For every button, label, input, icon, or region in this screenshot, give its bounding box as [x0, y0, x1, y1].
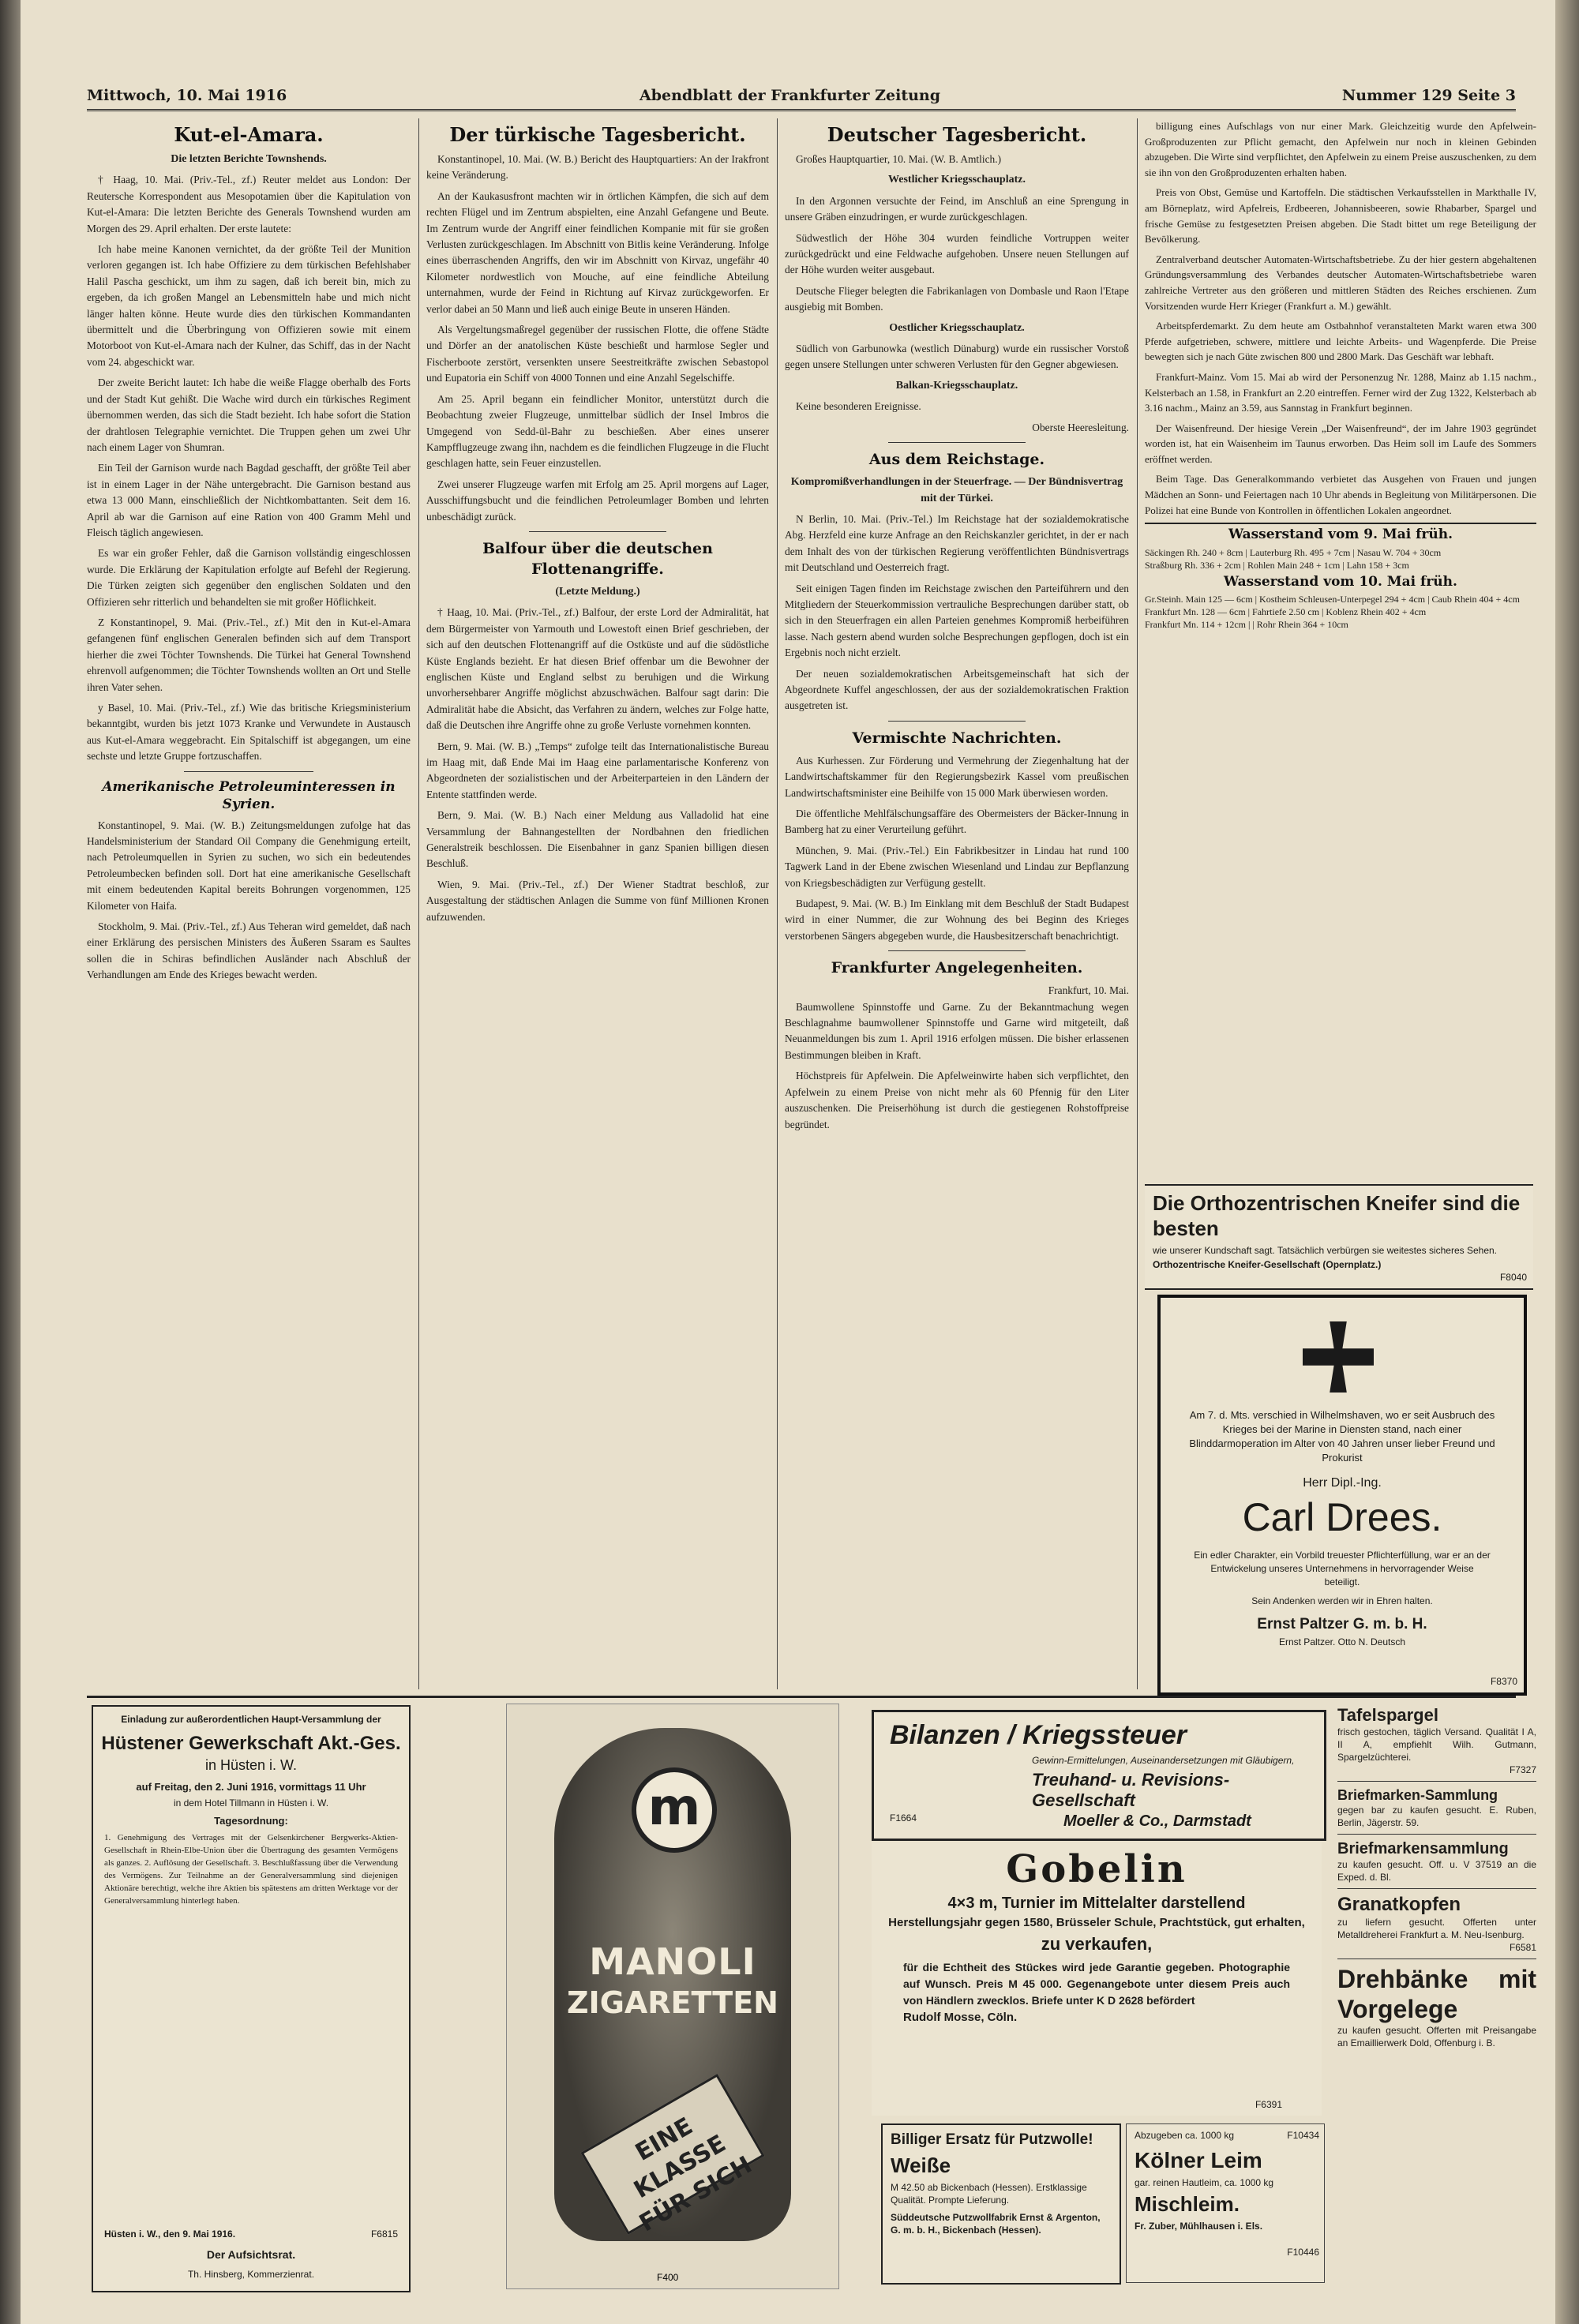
ad-brand: MANOLI: [589, 1940, 756, 1983]
water-level-row: Säckingen Rh. 240 + 8cm | Lauterburg Rh. 495 + 7cm | Nasau W. 704 + 30cm: [1145, 546, 1442, 558]
article-paragraph: Die öffentliche Mehlfälschungsaffäre des Obermeisters der Bäcker-Innung in Bamberg hat zu einer Verurteilung geführt.: [785, 808, 1129, 836]
article-paragraph: Bern, 9. Mai. (W. B.) Nach einer Meldung aus Valladolid hat eine Versammlung der Bahnangestellten der Nordbahnen den friedlichen Generalstreik beschlossen. Die Eisenbahner in ganz Spanien billigen diesen Beschluß.: [426, 809, 769, 870]
notice-text: Ein edler Charakter, ein Vorbild treuester Pflichterfüllung, war er an der Entwickelung unseres Unternehmens in hervorragender Weise beteiligt.: [1194, 1550, 1491, 1587]
article-paragraph: Zentralverband deutscher Automaten-Wirtschaftsbetriebe. Zu der hier gestern abgehaltenen Gründungsversammlung des Verbandes deutscher Automaten-Wirtschaftsbetriebe waren zahlreiche Vertreter aus den größeren und mittleren Städten des Reiches erschienen. Zum Vorsitzenden wurde Herr Krieger (Frankfurt a. M.) gewählt.: [1145, 253, 1536, 312]
article-title: Aus dem Reichstage.: [868, 451, 1045, 469]
divider: [888, 721, 1026, 722]
article-paragraph: Baumwollene Spinnstoffe und Garne. Zu der Bekanntmachung wegen Beschlagnahme baumwollener Spinnstoffe und Garne wird mitgeteilt, daß Neuanmeldungen bis zum 1. April 1916 erfolgen müssen. Die bisher erlassenen Bestimmungen bleiben in Kraft.: [785, 1000, 1129, 1061]
agenda-title: Tagesordnung:: [214, 1815, 288, 1827]
column-rule: [777, 118, 778, 1689]
ad-body: für die Echtheit des Stückes wird jede Garantie gegeben. Photographie auf Wunsch. Preis M 45 000. Gegenangebote unter diesem Preis auch von Händlern zwecklos. Briefe unter K D 2628 befördert: [903, 1961, 1290, 2007]
report-signature: Oberste Heeresleitung.: [1032, 421, 1129, 433]
article-paragraph: Arbeitspferdemarkt. Zu dem heute am Ostbahnhof veranstalteten Markt waren etwa 300 Pferde aufgetrieben, schwere, mittlere und leichte Arbeits- und Wagenpferde. Die Preise bewegten sich je nach Güte zwischen 800 und 2800 Mark. Das Geschäft war lebhaft.: [1145, 320, 1536, 363]
notice-text: Am 7. d. Mts. verschied in Wilhelmshaven, wo er seit Ausbruch des Krieges bei der Marine in Diensten stand, nach einer Blinddarmoperation im Alter von 40 Jahren unser lieber Freund und Prokurist: [1189, 1409, 1495, 1464]
article-paragraph: An der Kaukasusfront machten wir in örtlichen Kämpfen, die sich auf dem rechten Flügel und im Zentrum abspielten, eine Anzahl Gefangene und Beute. Im Zentrum wurde der Angriff einer feindlichen Kompanie mit für sie großen Verlusten zurückgeschlagen. Im Abschnitt von Bitlis keine Veränderung. Infolge eines überraschenden Angriffs, den wir im Abschnitt von Kirvaz, ungefähr 40 Kilometer nordwestlich von Mouche, auf eine feindliche Abteilung unternahmen, wurde der Feind in Richtung auf Kirvaz zurückgeworfen. Er verlor dabei an 50 Mann und ließ auch einige Beute in unseren Händen.: [426, 189, 769, 315]
article-subtitle: Die letzten Berichte Townshends.: [171, 153, 327, 165]
notice-firm: Ernst Paltzer G. m. b. H.: [1257, 1616, 1427, 1632]
ad-bilanzen: [872, 1710, 1326, 1841]
article-paragraph: Südwestlich der Höhe 304 wurden feindliche Vortruppen weiter zurückgedrückt und eine Feldwache aufgehoben. Unsere neuen Stellungen auf der Höhe wurden weiter ausgebaut.: [785, 231, 1129, 276]
ad-title: Kölner Leim: [1135, 2148, 1262, 2172]
article-paragraph: Seit einigen Tagen finden im Reichstage zwischen den Parteiführern und den Mitgliedern der Steuerkommission vertrauliche Besprechungen darüber statt, ob sich in den Steuerfragen ein allen Parteien genehmes Kompromiß herbeiführen lasse. Nach gestern abend wurden solche Besprechungen gepflogen, doch ist ein Ergebnis noch nicht erzielt.: [785, 582, 1129, 659]
small-ad: [1337, 1839, 1536, 1889]
small-ad: [1337, 1894, 1536, 1959]
small-ad-title: Granatkopfen: [1337, 1894, 1461, 1915]
small-ad-body: frisch gestochen, täglich Versand. Qualität I A, II A, empfiehlt Wilh. Gutmann, Spargelzüchterei.: [1337, 1726, 1536, 1763]
ad-top: Einladung zur außerordentlichen Haupt-Versammlung der: [121, 1714, 381, 1725]
ad-product: ZIGARETTEN: [567, 1985, 778, 2020]
article-paragraph: Budapest, 9. Mai. (W. B.) Im Einklang mit dem Beschluß der Stadt Budapest wird in einer Nummer, die zur Wohnung des bei Beginn des Krieges verstorbenen Sängers abgegeben wurde, die Hausbesitzerschaft benachrichtigt.: [785, 898, 1129, 942]
notice-text: Sein Andenken werden wir in Ehren halten.: [1251, 1595, 1433, 1606]
article-paragraph: Ein Teil der Garnison wurde nach Bagdad geschafft, der größte Teil aber ist in einem Lager in der Nähe untergebracht. Die Garnison bestand aus etwa 13 000 Mann, einschließlich der Nichtkombattanten. Seit dem 16. April ab war die Garnison auf eine Ration von 400 Gramm Mehl und Fleisch täglich angewiesen.: [87, 462, 411, 538]
water-level-row: Frankfurt Mn. 114 + 12cm | | Rohr Rhein 364 + 10cm: [1145, 619, 1348, 631]
article-paragraph: Ich habe meine Kanonen vernichtet, da der größte Teil der Munition verloren gegangen ist. Ich habe Offiziere zu dem türkischen Befehlshaber Halil Pascha geschickt, um ihm zu sagen, daß ich bereit bin, mich zu ergeben, da ich großen Mangel an Lebensmitteln habe und mich nicht länger halten könne. Heute wurde dies den türkischen Kommandanten übermittelt und die Überbringung von Offizieren sowie mit einem Motorboot von Kut-el-Amara nach der Kulner, das Schiff, das in der Nacht vom 24. abgeschickt war.: [87, 243, 411, 368]
ad-code: F6391: [1255, 2099, 1282, 2110]
article-paragraph: Konstantinopel, 9. Mai. (W. B.) Zeitungsmeldungen zufolge hat das Handelsministerium der Standard Oil Company die Genehmigung erteilt, nach Petroleumquellen in Syrien zu suchen, wo sich ein bedeutendes Petroleumbecken befinden soll. Dort hat eine amerikanische Gesellschaft mit einem bedeutenden Kapital bereits Bohrungen vorgenommen, 125 Kilometer von Haifa.: [87, 819, 411, 912]
ad-code: F400: [657, 2272, 679, 2283]
small-ad-body: zu kaufen gesucht. Offerten mit Preisangabe an Emaillierwerk Dold, Offenburg i. B.: [1337, 2025, 1536, 2048]
article-title: Balfour über die deutschen Flottenangriffe.: [482, 539, 713, 578]
death-notice: [1157, 1295, 1527, 1696]
ad-firm: Fr. Zuber, Mühlhausen i. Els.: [1135, 2221, 1263, 2232]
small-ad: [1337, 1786, 1536, 1835]
book-binding-right: [1555, 0, 1579, 2324]
article-paragraph: In den Argonnen versuchte der Feind, im Anschluß an eine Sprengung in unsere Gräben einzudringen, er wurde zurückgeschlagen.: [785, 194, 1129, 223]
water-level-row: Straßburg Rh. 336 + 2cm | Rohlen Main 248 + 1cm | Lahn 158 + 3cm: [1145, 559, 1409, 571]
ad-firm: Treuhand- u. Revisions-Gesellschaft: [1032, 1770, 1230, 1810]
article-title: Deutscher Tagesbericht.: [827, 123, 1087, 146]
ad-manoli: [506, 1704, 839, 2289]
ad-line: Gewinn-Ermittelungen, Auseinandersetzungen mit Gläubigern,: [1032, 1755, 1295, 1766]
ad-top: Abzugeben ca. 1000 kg: [1135, 2130, 1235, 2141]
column-kut-el-amara: [87, 118, 411, 1689]
ad-place: in Hüsten i. W.: [204, 1757, 298, 1773]
ad-firm: Rudolf Mosse, Cöln.: [903, 2011, 1018, 2024]
book-binding-left: [0, 0, 21, 2324]
article-paragraph: y Basel, 10. Mai. (Priv.-Tel., zf.) Wie das britische Kriegsministerium bekanntgibt, wurden bis jetzt 1073 Kranke und Verwundete in Austausch aus Kut-el-Amara weggebracht. Ein Spitalschiff ist abgegangen, um eine sechste und letzte Gruppe fortzuschaffen.: [87, 702, 411, 763]
ad-title: Billiger Ersatz für Putzwolle!: [891, 2131, 1093, 2148]
article-title: Vermischte Nachrichten.: [852, 729, 1062, 747]
ad-line: zu verkaufen,: [1041, 1934, 1153, 1954]
ad-koelner-leim: [1126, 2123, 1325, 2283]
section-heading: Balkan-Kriegsschauplatz.: [895, 379, 1018, 392]
article-paragraph: Stockholm, 9. Mai. (Priv.-Tel., zf.) Aus Teheran wird gemeldet, daß nach einer Erklärung des persischen Ministers des Äußeren Ssaram es Saultes sollen die in Schiras befindlichen Ausländer nach Abschluß der Verhandlungen am Ende des Krieges bewacht werden.: [87, 920, 411, 981]
article-paragraph: Z Konstantinopel, 9. Mai. (Priv.-Tel., zf.) Mit den in Kut-el-Amara gefangenen fünf englischen Generalen befinden sich auf dem Transport hierher die zwei Töchter Townshends. Die Türkei hat General Townshend ehrenvoll aufgenommen; die Töchter Townshends wollten an Ort und Stelle ihren Vater sehen.: [87, 616, 411, 693]
article-paragraph: N Berlin, 10. Mai. (Priv.-Tel.) Im Reichstage hat der sozialdemokratische Abg. Herzfeld eine kurze Anfrage an den Reichskanzler gerichtet, in der er nach dem Inhalt des von der türkischen Regierung veröffentlichten Bündnisvertrags mit Deutschland und Oesterreich fragt.: [785, 512, 1129, 574]
ad-code: F7327: [1509, 1764, 1536, 1775]
article-subtitle: (Letzte Meldung.): [555, 585, 640, 598]
ad-code: F10446: [1287, 2247, 1319, 2258]
newspaper-page: [21, 0, 1555, 2324]
ad-code: F1664: [890, 1812, 917, 1824]
small-ad-title: Briefmarken-Sammlung: [1337, 1787, 1498, 1803]
article-title: Kut-el-Amara.: [174, 123, 324, 146]
article-title: Der türkische Tagesbericht.: [449, 123, 746, 146]
small-ad-title: Briefmarkensammlung: [1337, 1840, 1509, 1857]
small-ad-body: zu liefern gesucht. Offerten unter Metalldreherei Frankfurt a. M. Neu-Isenburg.: [1337, 1917, 1536, 1940]
divider: [888, 950, 1026, 951]
column-rule: [1137, 118, 1138, 1689]
article-paragraph: Südlich von Garbunowka (westlich Dünaburg) wurde ein russischer Vorstoß gegen unsere Stellungen unter schweren Verlusten für den Gegner abgewiesen.: [785, 343, 1129, 371]
ad-footer: Hüsten i. W., den 9. Mai 1916.: [104, 2228, 236, 2240]
ad-code: F6581: [1509, 1942, 1536, 1953]
water-level-title: Wasserstand vom 9. Mai früh.: [1228, 527, 1453, 543]
section-heading: Oestlicher Kriegsschauplatz.: [889, 321, 1025, 334]
agenda-text: 1. Genehmigung des Vertrages mit der Gelsenkirchener Bergwerks-Aktien-Gesellschaft in Rhein-Elbe-Union über die Übertragung des gesamten Vermögens als ganzes. 2. Auflösung der Gesellschaft. 3. Beschlußfassung über die Verwendung des Vermögens. Zur Teilnahme an der Generalversammlung sind diejenigen Aktionäre berechtigt, welche ihre Aktien bis spätestens am dritten Werktage vor der Generalversammlung hinterlegt haben.: [104, 1833, 398, 1906]
divider: [529, 531, 666, 532]
article-paragraph: † Haag, 10. Mai. (Priv.-Tel., zf.) Reuter meldet aus London: Der Reutersche Korrespondent aus Mesopotamien über die Kapitulation von Kut-el-Amara: Die letzten Berichte des Generals Townshend wurden am Morgen des 29. April erhalten. Der erste lautete:: [87, 174, 411, 234]
water-level-title: Wasserstand vom 10. Mai früh.: [1224, 573, 1457, 590]
ad-kneifer: [1145, 1184, 1533, 1290]
ad-brand: Weiße: [891, 2153, 951, 2177]
article-paragraph: † Haag, 10. Mai. (Priv.-Tel., zf.) Balfour, der erste Lord der Admiralität, hat dem Bürgermeister von Yarmouth und Lowestoft einen Brief geschrieben, der sich auf den deutschen Flottenangriff auf die Ostküste und auf die südöstliche Küste Englands bezieht. Er hat diesen Brief offenbar um die Bewohner der englischen Küste und England selbst zu beruhigen und die Wirkung unvorhersehbarer Angriffe möglichst abzuschwächen. Balfour sagt darin: Die Admiralität habe die Absicht, das Verfahren zu ändern, welches zur Folge hatte, daß die Deutschen ihre Angriffe ohne zu große Verluste vornehmen konnten.: [426, 606, 769, 732]
ad-code: F10434: [1287, 2130, 1319, 2141]
water-level-row: Frankfurt Mn. 128 — 6cm | Fahrtiefe 2.50 cm | Koblenz Rhein 402 + 4cm: [1145, 606, 1427, 618]
article-paragraph: Aus Kurhessen. Zur Förderung und Vermehrung der Ziegenhaltung hat der Landwirtschaftskammer für den Regierungsbezirk Kassel vom preußischen Landwirtschaftsminister eine Beihilfe von 15 000 Mark überwiesen worden.: [785, 754, 1129, 799]
small-ad-title: Drehbänke mit Vorgelege: [1337, 1965, 1536, 2023]
column-rule: [418, 118, 419, 1689]
article-paragraph: München, 9. Mai. (Priv.-Tel.) Ein Fabrikbesitzer in Lindau hat rund 100 Tagwerk Land in der Ebene zwischen Wiesenland und Lindau zur Bepflanzung von Kriegsbeschädigten zur Verfügung gestellt.: [785, 844, 1129, 889]
column-local-news: [1145, 118, 1536, 1145]
ad-signature: Der Aufsichtsrat.: [206, 2248, 296, 2261]
article-paragraph: billigung eines Aufschlags von nur einer Mark. Gleichzeitig wurde den Apfelwein-Großproduzenten zur Pflicht gemacht, den Apfelwein nur noch in kleinen Gebinden abzugeben. Die Wirte sind verpflichtet, den Apfelwein zu einem Preise auszuschenken, zu dem sie ihn von den Großproduzenten erhalten haben.: [1145, 120, 1536, 178]
ad-firm: Moeller & Co., Darmstadt: [1063, 1812, 1251, 1830]
article-paragraph: Konstantinopel, 10. Mai. (W. B.) Bericht des Hauptquartiers: An der Irakfront keine Veränderung.: [426, 153, 769, 182]
dateline: Frankfurt, 10. Mai.: [1048, 984, 1129, 997]
ad-firm: Süddeutsche Putzwollfabrik Ernst & Argenton, G. m. b. H., Bickenbach (Hessen).: [891, 2212, 1101, 2236]
ad-badge: EINE KLASSE FÜR SICH: [580, 2074, 764, 2235]
notice-title: Herr Dipl.-Ing.: [1303, 1476, 1382, 1490]
article-paragraph: Preis von Obst, Gemüse und Kartoffeln. Die städtischen Verkaufsstellen in Markthalle IV, am Börneplatz, wird Apfelreis, Erdbeeren, Johannisbeeren, sowie Rhabarber, Spargel und frische Gemüse zu festgesetzten Preisen abgeben. Die Stadt bittet um rege Beteiligung der Bevölkerung.: [1145, 186, 1536, 246]
ad-body: wie unserer Kundschaft sagt. Tatsächlich verbürgen sie weitestes sicheres Sehen.: [1153, 1245, 1498, 1256]
article-paragraph: Am 25. April begann ein feindlicher Monitor, unterstützt durch die Beobachtung zweier Flugzeuge, unmittelbar südlich der Insel Imbros die Umgegend von Sedd-ül-Bahr zu beschießen. Aber eines unserer Kampfflugzeuge zwang ihn, nachdem es die feindlichen Flugzeuge in die Flucht geschlagen hatte, sein Feuer einzustellen.: [426, 392, 769, 470]
ad-gobelin: [872, 1842, 1322, 2116]
ad-title: Hüstener Gewerkschaft Akt.-Ges.: [101, 1733, 401, 1754]
article-paragraph: Wien, 9. Mai. (Priv.-Tel., zf.) Der Wiener Stadtrat beschloß, zur Ausgestaltung der städtischen Anlagen die Summe von fünf Millionen Kronen aufzuwenden.: [426, 878, 769, 923]
ad-putzwolle: [881, 2123, 1121, 2285]
section-heading: Westlicher Kriegsschauplatz.: [888, 174, 1026, 186]
small-ads-column: [1337, 1705, 1536, 2289]
small-ad: [1337, 1705, 1536, 1782]
ad-venue: in dem Hotel Tillmann in Hüsten i. W.: [173, 1797, 329, 1809]
ad-line: 4×3 m, Turnier im Mittelalter darstellend: [947, 1895, 1246, 1912]
article-paragraph: Keine besonderen Ereignisse.: [796, 400, 921, 413]
iron-cross-icon: [1303, 1321, 1374, 1393]
ad-title: Die Orthozentrischen Kneifer sind die besten: [1153, 1191, 1521, 1240]
article-paragraph: Bern, 9. Mai. (W. B.) „Temps“ zufolge teilt das Internationalistische Bureau im Haag mit, daß Ende Mai im Haag eine parlamentarische Konferenz von Abgeordneten der sozialistischen und der Arbeiterparteien in den Ländern der Entente stattfinden werde.: [426, 740, 769, 800]
ad-title: Bilanzen / Kriegssteuer: [890, 1720, 1187, 1750]
ad-line: Herstellungsjahr gegen 1580, Brüsseler Schule, Prachtstück, gut erhalten,: [888, 1916, 1305, 1929]
article-paragraph: Zwei unserer Flugzeuge warfen mit Erfolg am 25. April morgens auf Lager, Ausschiffungsbucht und die feindlichen Petroleumlager Bomben und lehrten unbeschädigt zurück.: [426, 478, 769, 523]
water-level-row: Gr.Steinh. Main 125 — 6cm | Kostheim Schleusen-Unterpegel 294 + 4cm | Caub Rhein 404 + 4cm: [1145, 594, 1520, 605]
ad-code: F8040: [1499, 1272, 1527, 1283]
manoli-logo-icon: m: [632, 1767, 717, 1853]
article-paragraph: Beim Tage. Das Generalkommando verbietet das Ausgehen von Frauen und jungen Mädchen an Sonn- und Feiertagen nach 10 Uhr abends in Begleitung von Militärpersonen. Die Polizei hat eine Bunde von Kontrollen in öffentlichen Lokalen angeordnet.: [1145, 473, 1536, 516]
ad-body: gar. reinen Hautleim, ca. 1000 kg: [1135, 2177, 1274, 2188]
small-ad: [1337, 1964, 1536, 2049]
ad-code: F6815: [370, 2228, 398, 2240]
article-paragraph: Höchstpreis für Apfelwein. Die Apfelweinwirte haben sich verpflichtet, den Apfelwein zu einem Preise von nicht mehr als 60 Pfennig für den Liter auszuschenken. Die Preiserhöhung ist durch die gestiegenen Rohstoffpreise begründet.: [785, 1070, 1129, 1130]
divider: [888, 442, 1026, 443]
header-paper-title: Abendblatt der Frankfurter Zeitung: [639, 87, 941, 104]
divider: [184, 771, 313, 772]
article-title: Frankfurter Angelegenheiten.: [831, 959, 1083, 977]
ad-body: M 42.50 ab Bickenbach (Hessen). Erstklassige Qualität. Prompte Lieferung.: [891, 2182, 1087, 2206]
article-paragraph: Großes Hauptquartier, 10. Mai. (W. B. Amtlich.): [796, 153, 1002, 165]
small-ad-body: gegen bar zu kaufen gesucht. E. Ruben, Berlin, Jägerstr. 59.: [1337, 1805, 1536, 1828]
small-ad-body: zu kaufen gesucht. Off. u. V 37519 an die Exped. d. Bl.: [1337, 1859, 1536, 1883]
ad-date: auf Freitag, den 2. Juni 1916, vormittags 11 Uhr: [136, 1781, 366, 1793]
article-paragraph: Der Waisenfreund. Der hiesige Verein „Der Waisenfreund“, der im Jahre 1903 gegründet worden ist, hat ein Waisenheim im Taunus erworben. Das Heim soll im Laufe des Sommers eröffnet werden.: [1145, 422, 1536, 465]
ad-firm: Orthozentrische Kneifer-Gesellschaft (Opernplatz.): [1153, 1259, 1382, 1270]
header-date: Mittwoch, 10. Mai 1916: [87, 87, 287, 104]
column-turkish-report: [426, 118, 769, 1689]
notice-names: Ernst Paltzer. Otto N. Deutsch: [1278, 1636, 1406, 1647]
article-paragraph: Als Vergeltungsmaßregel gegenüber der russischen Flotte, die offene Städte und Dörfer an der anatolischen Küste beschießt und harmlose Segler und Fischerboote zerstört, versenkten unsere Seestreitkräfte zwischen Sebastopol und Eupatoria ein Schiff von 4000 Tonnen und eine Anzahl Segelschiffe.: [426, 324, 769, 384]
article-subtitle: Kompromißverhandlungen in der Steuerfrage. — Der Bündnisvertrag mit der Türkei.: [790, 476, 1123, 504]
advertising-rule: [87, 1696, 1516, 1698]
article-paragraph: Frankfurt-Mainz. Vom 15. Mai ab wird der Personenzug Nr. 1288, Mainz ab 1.15 nachm., Kelsterbach an 1.58, in Frankfurt an 2.20 eintreffen. Ferner wird der Zug 1322, Kelsterbach ab 3.16 nachm., Mainz an 3.59, aus Sannstag in Frankfurt beginnen.: [1145, 370, 1536, 414]
notice-name: Carl Drees.: [1242, 1495, 1442, 1539]
ad-title: Gobelin: [1006, 1847, 1187, 1891]
ad-signature: Th. Hinsberg, Kommerzienrat.: [187, 2269, 315, 2280]
ad-code: F8370: [1490, 1676, 1517, 1687]
small-ad-title: Tafelspargel: [1337, 1705, 1438, 1725]
article-paragraph: Deutsche Flieger belegten die Fabrikanlagen von Dombasle und Raon l'Etape ausgiebig mit Bomben.: [785, 284, 1129, 313]
column-german-report: [785, 118, 1129, 1689]
ad-brand: Mischleim.: [1135, 2192, 1240, 2216]
ad-huesten: [92, 1705, 411, 2292]
page-header: [87, 85, 1516, 111]
article-title: Amerikanische Petroleuminteressen in Syrien.: [102, 778, 396, 812]
article-paragraph: Der zweite Bericht lautet: Ich habe die weiße Flagge oberhalb des Forts und der Stadt Kut gehißt. Die Wache wird durch ein türkisches Regiment übernommen werden, das sich die Stadt bezieht. Ich habe sofort die Station der drahtlosen Telegraphie vernichtet. Die Truppen gehen um zwei Uhr nach einem Lager von Shumran.: [87, 377, 411, 453]
article-paragraph: Der neuen sozialdemokratischen Arbeitsgemeinschaft hat sich der Abgeordnete Kuffel angeschlossen, der aus der sozialdemokratischen Fraktion ausgetreten ist.: [785, 667, 1129, 712]
article-paragraph: Es war ein großer Fehler, daß die Garnison vollständig eingeschlossen wurde. Die Erklärung der Kapitulation erfolgte auf Befehl der Regierung. Die Türken zeigten sich gegenüber den englischen Soldaten und den Offizieren sehr ritterlich und behandelten sie mit großer Höflichkeit.: [87, 547, 411, 608]
header-issue-number: Nummer 129 Seite 3: [1341, 87, 1516, 104]
